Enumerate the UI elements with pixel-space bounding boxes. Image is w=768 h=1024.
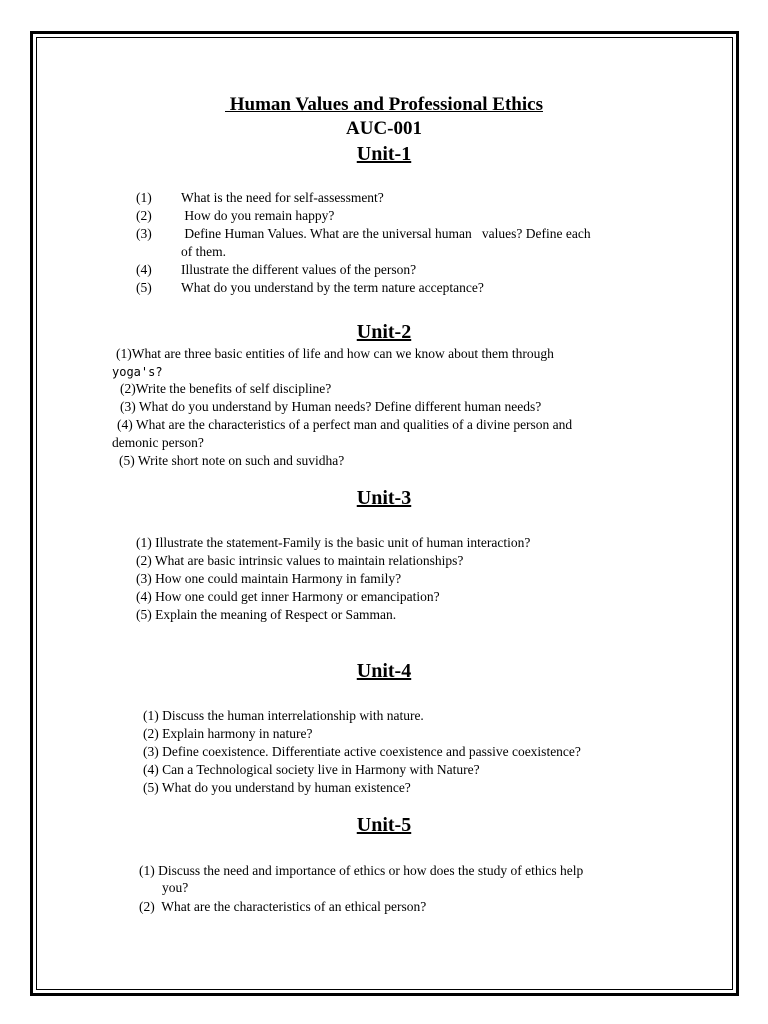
unit-3-heading: Unit-3 <box>356 487 412 509</box>
question-text: (1) Discuss the human interrelationship with nature. <box>143 708 424 723</box>
question-text: (4) Can a Technological society live in Harmony with Nature? <box>143 762 480 777</box>
question-text-continued: yoga's? <box>112 365 163 379</box>
question-text: (3) Define coexistence. Differentiate active coexistence and passive coexistence? <box>143 744 581 759</box>
unit-1-heading: Unit-1 <box>356 143 412 165</box>
question-number: (2) <box>136 208 152 223</box>
question-text: (1)What are three basic entities of life and how can we know about them through <box>116 346 554 361</box>
question-text: (5) Write short note on such and suvidha? <box>119 453 345 468</box>
question-text: (3) What do you understand by Human needs? Define different human needs? <box>120 399 542 414</box>
question-text-continued: demonic person? <box>112 435 204 450</box>
question-number: (4) <box>136 262 152 277</box>
question-text: (5) Explain the meaning of Respect or Samman. <box>136 607 397 622</box>
question-text-continued: you? <box>162 880 189 895</box>
question-text: (2) Explain harmony in nature? <box>143 726 313 741</box>
document-title: Human Values and Professional Ethics <box>225 94 543 115</box>
question-text: (2)Write the benefits of self discipline? <box>120 381 332 396</box>
question-number: (1) <box>136 190 152 205</box>
course-code: AUC-001 <box>346 118 422 139</box>
unit-4-heading: Unit-4 <box>356 660 412 682</box>
question-text: (4) What are the characteristics of a perfect man and qualities of a divine person and <box>117 417 573 432</box>
unit-2-heading: Unit-2 <box>356 321 412 343</box>
question-text: (5) What do you understand by human existence? <box>143 780 411 795</box>
question-text: What do you understand by the term nature acceptance? <box>181 280 484 295</box>
question-number: (5) <box>136 280 152 295</box>
question-text: (2) What are the characteristics of an ethical person? <box>139 899 427 914</box>
page-border-inner <box>36 37 733 990</box>
question-text: Define Human Values. What are the universal human values? Define each <box>181 226 591 241</box>
question-text: Illustrate the different values of the person? <box>181 262 417 277</box>
question-text: (1) Discuss the need and importance of ethics or how does the study of ethics help <box>139 863 584 878</box>
question-text-continued: of them. <box>181 244 226 259</box>
question-text: (1) Illustrate the statement-Family is the basic unit of human interaction? <box>136 535 531 550</box>
question-text: (2) What are basic intrinsic values to maintain relationships? <box>136 553 464 568</box>
question-text: (4) How one could get inner Harmony or emancipation? <box>136 589 440 604</box>
question-text: How do you remain happy? <box>181 208 335 223</box>
question-number: (3) <box>136 226 152 241</box>
question-text: (3) How one could maintain Harmony in family? <box>136 571 402 586</box>
unit-5-heading: Unit-5 <box>356 814 412 836</box>
question-text: What is the need for self-assessment? <box>181 190 384 205</box>
